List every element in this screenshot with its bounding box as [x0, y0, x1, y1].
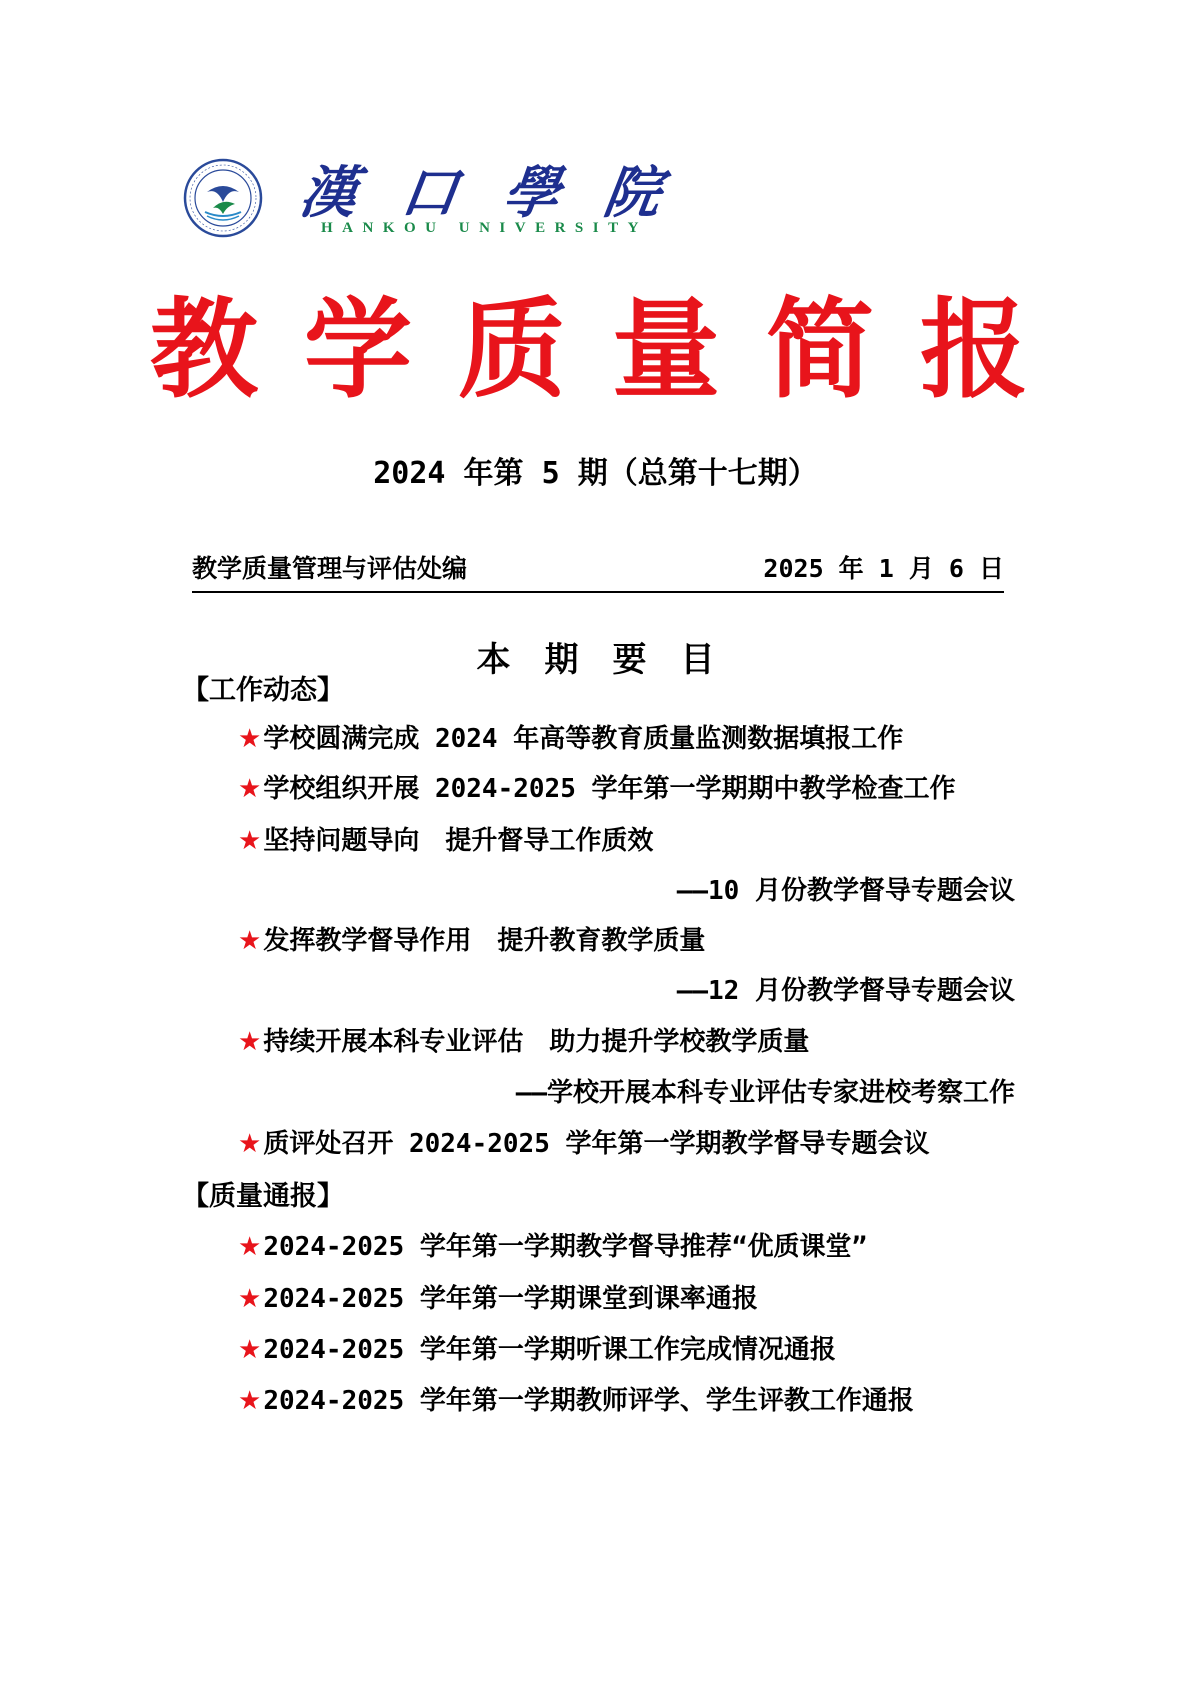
star-icon: ★ [238, 1335, 262, 1365]
toc-item[interactable] [238, 820, 653, 857]
university-name-cn [295, 158, 666, 226]
toc-item-text: 2024-2025 学年第一学期听课工作完成情况通报 [263, 1335, 836, 1365]
section-heading: 【质量通报】 [182, 1181, 344, 1212]
star-icon: ★ [238, 826, 262, 856]
issue-number: 2024 年第 5 期（总第十七期） [373, 456, 818, 491]
toc-item[interactable] [238, 718, 903, 755]
toc-heading: 本期要目 [476, 640, 749, 680]
toc-item[interactable] [238, 1380, 914, 1417]
star-icon: ★ [238, 1129, 262, 1159]
star-icon: ★ [238, 1386, 262, 1416]
publish-date: 2025 年 1 月 6 日 [763, 554, 1004, 583]
logo-char: 學 [498, 160, 564, 226]
star-icon: ★ [238, 1232, 262, 1262]
editor-line [192, 551, 1004, 593]
logo-char: 口 [397, 160, 463, 226]
toc-item-text: 质评处召开 2024-2025 学年第一学期教学督导专题会议 [263, 1129, 930, 1159]
toc-item[interactable] [238, 1329, 836, 1366]
toc-item[interactable] [238, 1021, 809, 1058]
toc-item-text: 坚持问题导向 提升督导工作质效 [263, 826, 654, 856]
logo-char: 漢 [295, 160, 362, 226]
toc-item[interactable] [238, 920, 705, 957]
toc-item[interactable] [238, 1123, 930, 1160]
toc-item-text: 持续开展本科专业评估 助力提升学校教学质量 [263, 1027, 810, 1057]
toc-item[interactable] [238, 768, 956, 805]
toc-item-text: 发挥教学督导作用 提升教育教学质量 [263, 926, 706, 956]
star-icon: ★ [238, 724, 262, 754]
toc-item-text: 2024-2025 学年第一学期教师评学、学生评教工作通报 [263, 1386, 914, 1416]
report-title: 教学质量简报 [150, 287, 1075, 413]
university-name-en: HANKOU UNIVERSITY [321, 220, 648, 236]
toc-item-text: 2024-2025 学年第一学期教学督导推荐“优质课堂” [263, 1232, 868, 1262]
section-heading: 【工作动态】 [182, 675, 344, 706]
toc-item-text: 学校组织开展 2024-2025 学年第一学期期中教学检查工作 [263, 774, 956, 804]
university-seal-icon [183, 158, 263, 238]
toc-item[interactable] [238, 1226, 867, 1263]
star-icon: ★ [238, 1027, 262, 1057]
editor-department: 教学质量管理与评估处编 [192, 554, 468, 583]
logo-char: 院 [599, 160, 666, 226]
toc-item[interactable] [238, 1278, 758, 1315]
toc-item-text: 学校圆满完成 2024 年高等教育质量监测数据填报工作 [263, 724, 904, 754]
star-icon: ★ [238, 774, 262, 804]
toc-item-text: 2024-2025 学年第一学期课堂到课率通报 [263, 1284, 758, 1314]
toc-item-subtitle: ——学校开展本科专业评估专家进校考察工作 [515, 1078, 1015, 1108]
toc-item-subtitle: ——10 月份教学督导专题会议 [676, 876, 1015, 906]
star-icon: ★ [238, 926, 262, 956]
toc-item-subtitle: ——12 月份教学督导专题会议 [676, 976, 1015, 1006]
star-icon: ★ [238, 1284, 262, 1314]
university-logo [183, 158, 683, 238]
